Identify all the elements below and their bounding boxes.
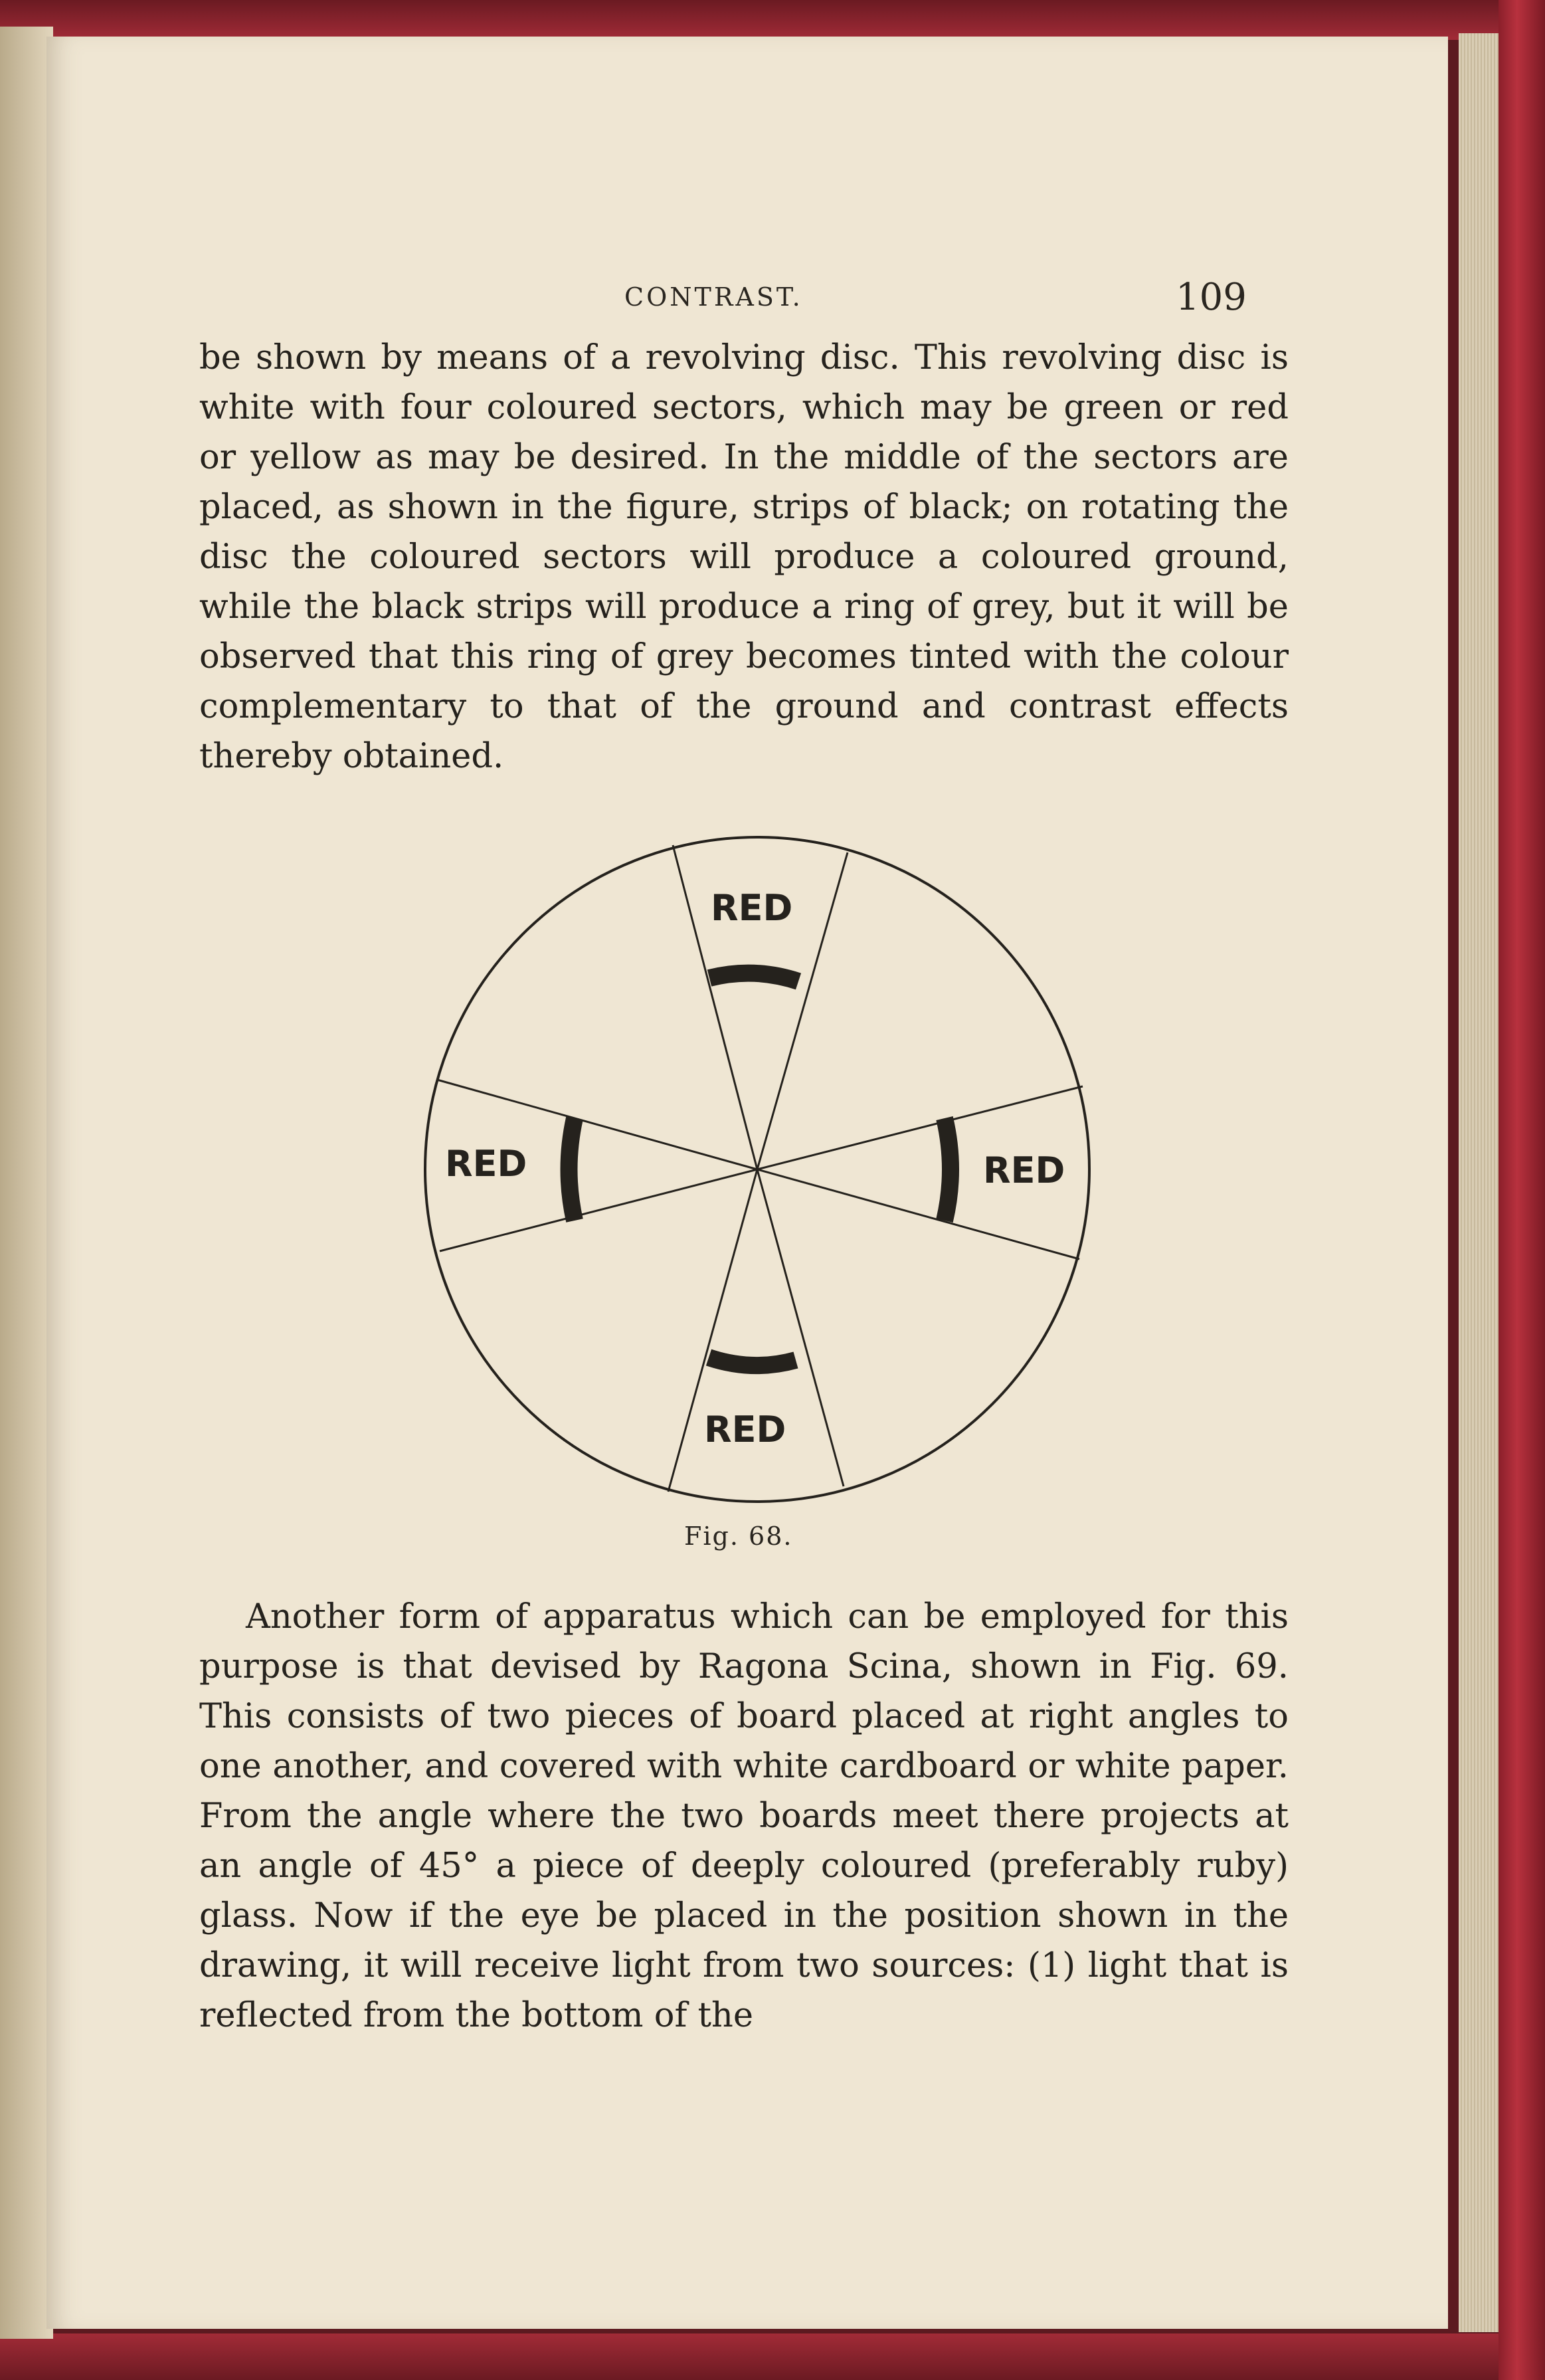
caption-prefix: Fig.: [684, 1522, 739, 1551]
figure-caption: [684, 1522, 792, 1551]
body-paragraph-2: Another form of apparatus which can be employed for this purpose is that devised by Ragona Scina, shown in Fig. 69. This consists of two pieces of board placed at right angles to one another, and covered with white cardboard or white paper. From the angle where the two boards meet there projects at an angle of 45° a piece of deeply coloured (preferably ruby) glass. Now if the eye be placed in the position shown in the drawing, it will receive light from two sources: (1) light that is reflected from the bottom of the: [199, 1597, 1289, 2035]
page-block-edges: [1459, 33, 1499, 2332]
body-paragraph-1: be shown by means of a revolving disc. This revolving disc is white with four coloured sectors, which may be green or red or yellow as may be desired. In the middle of the sectors are placed, as shown in the figure, strips of black; on rotating the disc the coloured sectors will produce a coloured ground, while the black strips will produce a ring of grey, but it will be observed that this ring of grey becomes tinted with the colour complementary to that of the ground and contrast effects thereby obtained.: [199, 338, 1289, 776]
page-number: 109: [1176, 276, 1247, 319]
sector-label-top: RED: [711, 887, 793, 929]
black-strip-top: [709, 973, 798, 981]
sector-label-right: RED: [983, 1149, 1065, 1191]
previous-page-edge: [0, 27, 53, 2339]
page-header: [46, 276, 1448, 329]
book-page: [46, 37, 1448, 2329]
caption-number: 68.: [749, 1522, 793, 1551]
figure-68-revolving-disc: [379, 801, 1109, 1545]
black-strip-right: [945, 1118, 951, 1221]
sector-label-left: RED: [445, 1143, 527, 1185]
running-title: CONTRAST.: [624, 282, 803, 312]
black-strip-bottom: [709, 1357, 796, 1365]
book-cover-bottom-edge: [0, 2333, 1545, 2380]
disc-diagram: [379, 801, 1109, 1545]
sector-label-bottom: RED: [704, 1409, 786, 1450]
book-cover-top-edge: [0, 0, 1545, 40]
black-strip-left: [569, 1118, 575, 1221]
book-cover-right-edge: [1499, 0, 1545, 2380]
